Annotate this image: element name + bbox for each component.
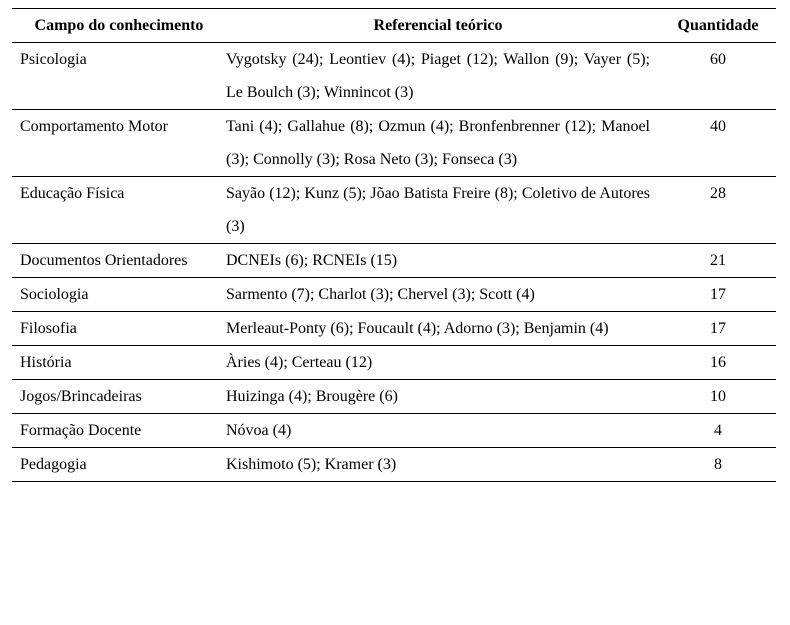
header-field: Campo do conhecimento	[12, 9, 226, 43]
table-row	[12, 278, 776, 312]
cell-references: Sarmento (7); Charlot (3); Chervel (3); Scott (4)	[226, 278, 660, 312]
cell-field: Educação Física	[12, 177, 226, 244]
table-row	[12, 448, 776, 482]
cell-field: História	[12, 346, 226, 380]
table-row	[12, 177, 776, 244]
table-row	[12, 312, 776, 346]
cell-field: Documentos Orientadores	[12, 244, 226, 278]
cell-references: Tani (4); Gallahue (8); Ozmun (4); Bronfenbrenner (12); Manoel (3); Connolly (3); Rosa Neto (3); Fonseca (3)	[226, 110, 660, 177]
table-header-row	[12, 9, 776, 43]
cell-quantity: 21	[660, 244, 776, 278]
cell-field: Pedagogia	[12, 448, 226, 482]
cell-references: Merleaut-Ponty (6); Foucault (4); Adorno (3); Benjamin (4)	[226, 312, 660, 346]
table-row	[12, 43, 776, 110]
cell-references: Kishimoto (5); Kramer (3)	[226, 448, 660, 482]
cell-references: Sayão (12); Kunz (5); Jõao Batista Freire (8); Coletivo de Autores (3)	[226, 177, 660, 244]
table-row	[12, 110, 776, 177]
cell-quantity: 17	[660, 278, 776, 312]
cell-references: Huizinga (4); Brougère (6)	[226, 380, 660, 414]
cell-quantity: 16	[660, 346, 776, 380]
table-row	[12, 414, 776, 448]
references-table	[12, 8, 776, 482]
header-references: Referencial teórico	[226, 9, 660, 43]
table-row	[12, 346, 776, 380]
cell-references: Vygotsky (24); Leontiev (4); Piaget (12); Wallon (9); Vayer (5); Le Boulch (3); Winnincot (3)	[226, 43, 660, 110]
cell-field: Jogos/Brincadeiras	[12, 380, 226, 414]
cell-quantity: 17	[660, 312, 776, 346]
cell-quantity: 40	[660, 110, 776, 177]
cell-quantity: 10	[660, 380, 776, 414]
cell-references: Àries (4); Certeau (12)	[226, 346, 660, 380]
cell-quantity: 60	[660, 43, 776, 110]
cell-field: Filosofia	[12, 312, 226, 346]
cell-references: Nóvoa (4)	[226, 414, 660, 448]
table-row	[12, 380, 776, 414]
cell-quantity: 4	[660, 414, 776, 448]
table-row	[12, 244, 776, 278]
cell-references: DCNEIs (6); RCNEIs (15)	[226, 244, 660, 278]
cell-field: Sociologia	[12, 278, 226, 312]
cell-field: Comportamento Motor	[12, 110, 226, 177]
cell-field: Psicologia	[12, 43, 226, 110]
cell-field: Formação Docente	[12, 414, 226, 448]
header-quantity: Quantidade	[660, 9, 776, 43]
cell-quantity: 28	[660, 177, 776, 244]
cell-quantity: 8	[660, 448, 776, 482]
